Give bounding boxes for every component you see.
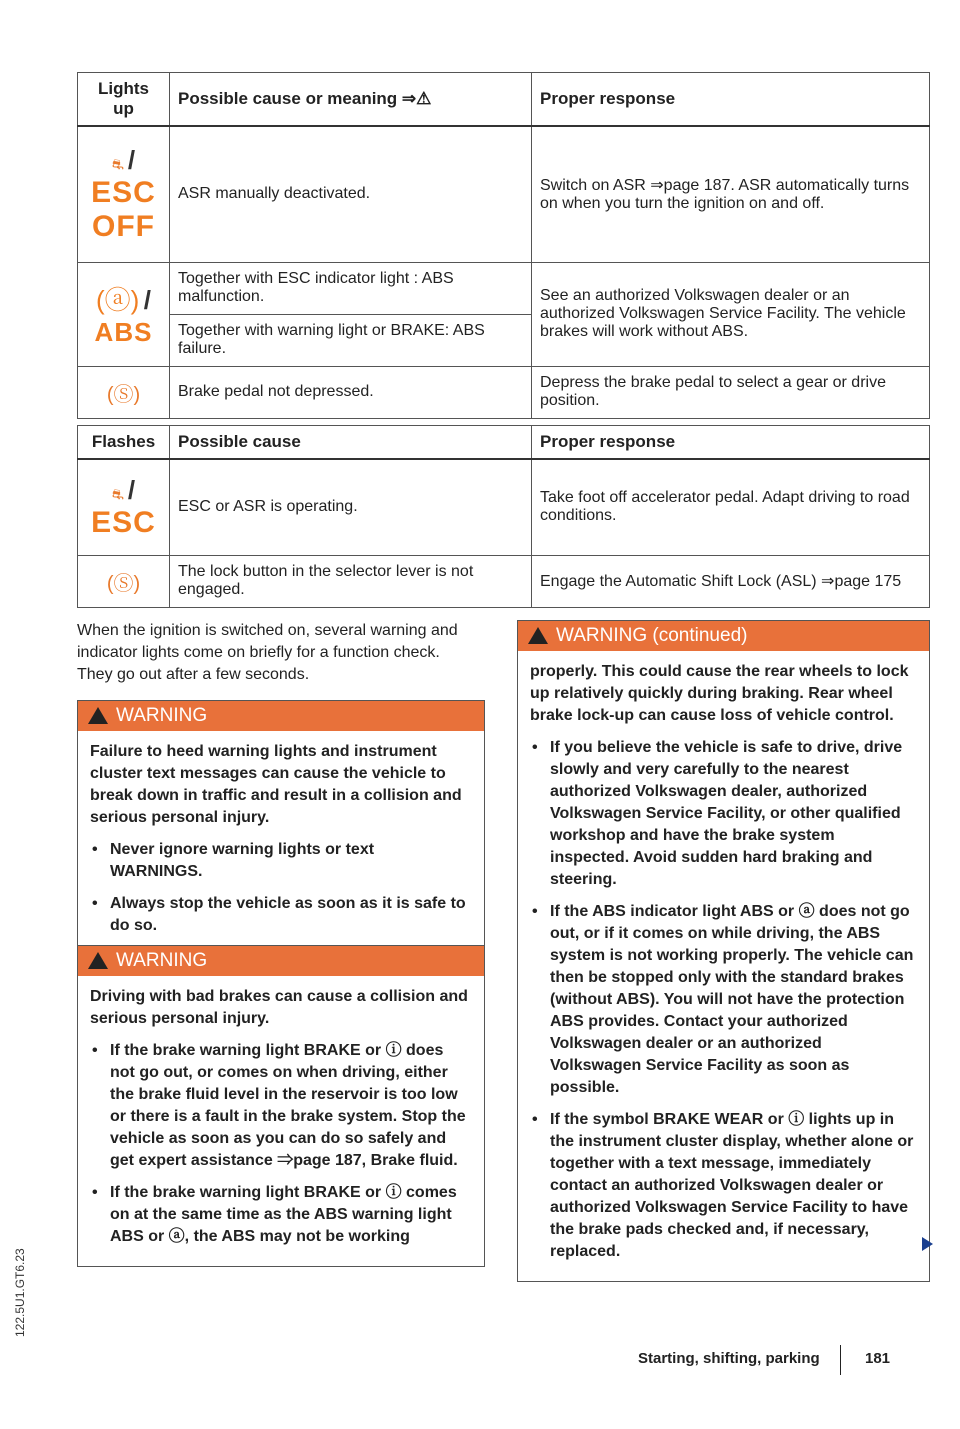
warning-lead: properly. This could cause the rear wheels to lock up relatively quickly during braking. Rear wheel brake lock-up can cause loss of vehicle control. (530, 663, 909, 724)
warning-header (78, 946, 484, 976)
response-cell: See an authorized Volkswagen dealer or an authorized Volkswagen Service Facility. The vehicle brakes will work without ABS. (532, 262, 930, 366)
list-item: • Always stop the vehicle as soon as it is safe to do so. (90, 893, 470, 937)
warning-box-2 (77, 945, 485, 1267)
warning-title: WARNING (continued) (556, 625, 748, 646)
abs-icon-cell (78, 262, 170, 366)
warning-header (78, 701, 484, 731)
side-code: 122.5U1.GT6.23 (13, 1248, 27, 1337)
warning-lead: Failure to heed warning lights and instrument cluster text messages can cause the vehicle to break down in traffic and result in a collision and serious personal injury. (90, 743, 462, 826)
cause-cell: ESC or ASR is operating. (170, 459, 532, 555)
warning-triangle-icon (528, 627, 548, 644)
col-header-response: Proper response (532, 426, 930, 460)
cause-cell: ASR manually deactivated. (170, 126, 532, 262)
abs-circle-icon: (ⓐ) / (95, 285, 151, 315)
col-header-cause: Possible cause (170, 426, 532, 460)
cause-cell: Brake pedal not depressed. (170, 366, 532, 418)
warning-box-3 (517, 620, 930, 1282)
cause-cell: Together with ESC indicator light : ABS malfunction. (170, 262, 532, 314)
indicator-table-flashes (77, 425, 930, 608)
warning-title: WARNING (116, 705, 208, 726)
cause-cell: Together with warning light or BRAKE: ABS failure. (170, 314, 532, 366)
intro-paragraph: When the ignition is switched on, several warning and indicator lights come on briefly for a function check. They go out after a few seconds. (77, 622, 458, 683)
warning-triangle-icon (88, 707, 108, 724)
list-item: • If you believe the vehicle is safe to drive, drive slowly and very carefully to the nearest authorized Volkswagen dealer, authorized Volkswagen Service Facility, or other qualified workshop and have the brake system inspected. Avoid sudden hard braking and steering. (530, 737, 915, 891)
response-cell: Take foot off accelerator pedal. Adapt driving to road conditions. (532, 459, 930, 555)
col-header-lights-up: Lights up (78, 73, 170, 127)
esc-flash-icon-cell (78, 459, 170, 555)
indicator-table-lights-up (77, 72, 930, 419)
warning-header (518, 621, 929, 651)
esc-icon: ESC (91, 505, 156, 539)
footer-section-title: Starting, shifting, parking (638, 1350, 820, 1367)
list-item: • If the brake warning light BRAKE or ⓘ does not go out, or comes on when driving, either the brake fluid level in the reservoir is too low or there is a fault in the brake system. Stop the vehicle as soon as you can do so safely and get expert assistance ⇒page 187, Brake fluid. (90, 1040, 470, 1172)
table-row (78, 126, 930, 262)
col-header-cause: Possible cause or meaning ⇒⚠ (170, 73, 532, 127)
traction-icon: ⛐ / (111, 474, 136, 505)
esc-off-traction-icon: ⛐ / (111, 144, 136, 175)
list-item: • If the brake warning light BRAKE or ⓘ comes on at the same time as the ABS warning light ABS or ⓐ, the ABS may not be working (90, 1182, 470, 1248)
warning-box-1 (77, 700, 485, 956)
warning-lead: Driving with bad brakes can cause a collision and serious personal injury. (90, 988, 468, 1027)
response-cell: Depress the brake pedal to select a gear or drive position. (532, 366, 930, 418)
continue-arrow-icon (922, 1237, 933, 1251)
warning-triangle-icon (88, 952, 108, 969)
esc-icon: ESC (91, 175, 156, 209)
brake-pedal-icon: (Ⓢ) (78, 555, 170, 607)
page-number: 181 (865, 1350, 891, 1367)
list-item: • If the symbol BRAKE WEAR or ⓘ lights up in the instrument cluster display, whether alone or together with a text message, immediately contact an authorized Volkswagen dealer or authorized Volkswagen Service Facility to have the brake pads checked and, if necessary, replaced. (530, 1109, 915, 1263)
response-cell: Engage the Automatic Shift Lock (ASL) ⇒page 175 (532, 555, 930, 607)
list-item: • If the ABS indicator light ABS or ⓐ does not go out, or if it comes on while driving, the ABS system is not working properly. The vehicle can then be stopped only with the standard brakes (without ABS). You will not have the protection ABS provides. Contact your authorized Volkswagen dealer or an authorized Volkswagen Service Facility as soon as possible. (530, 901, 915, 1099)
abs-icon: ABS (94, 317, 153, 347)
col-header-response: Proper response (532, 73, 930, 127)
esc-off-icon-cell (78, 126, 170, 262)
response-cell: Switch on ASR ⇒page 187. ASR automatically turns on when you turn the ignition on and off. (532, 126, 930, 262)
brake-pedal-icon: (Ⓢ) (78, 366, 170, 418)
table-row (78, 366, 930, 418)
table-row (78, 262, 930, 314)
table-row (78, 555, 930, 607)
footer-divider (840, 1345, 841, 1375)
list-item: • Never ignore warning lights or text WARNINGS. (90, 839, 470, 883)
cause-cell: The lock button in the selector lever is not engaged. (170, 555, 532, 607)
off-icon: OFF (92, 209, 155, 243)
warning-title: WARNING (116, 950, 208, 971)
col-header-flashes: Flashes (78, 426, 170, 460)
table-row (78, 459, 930, 555)
